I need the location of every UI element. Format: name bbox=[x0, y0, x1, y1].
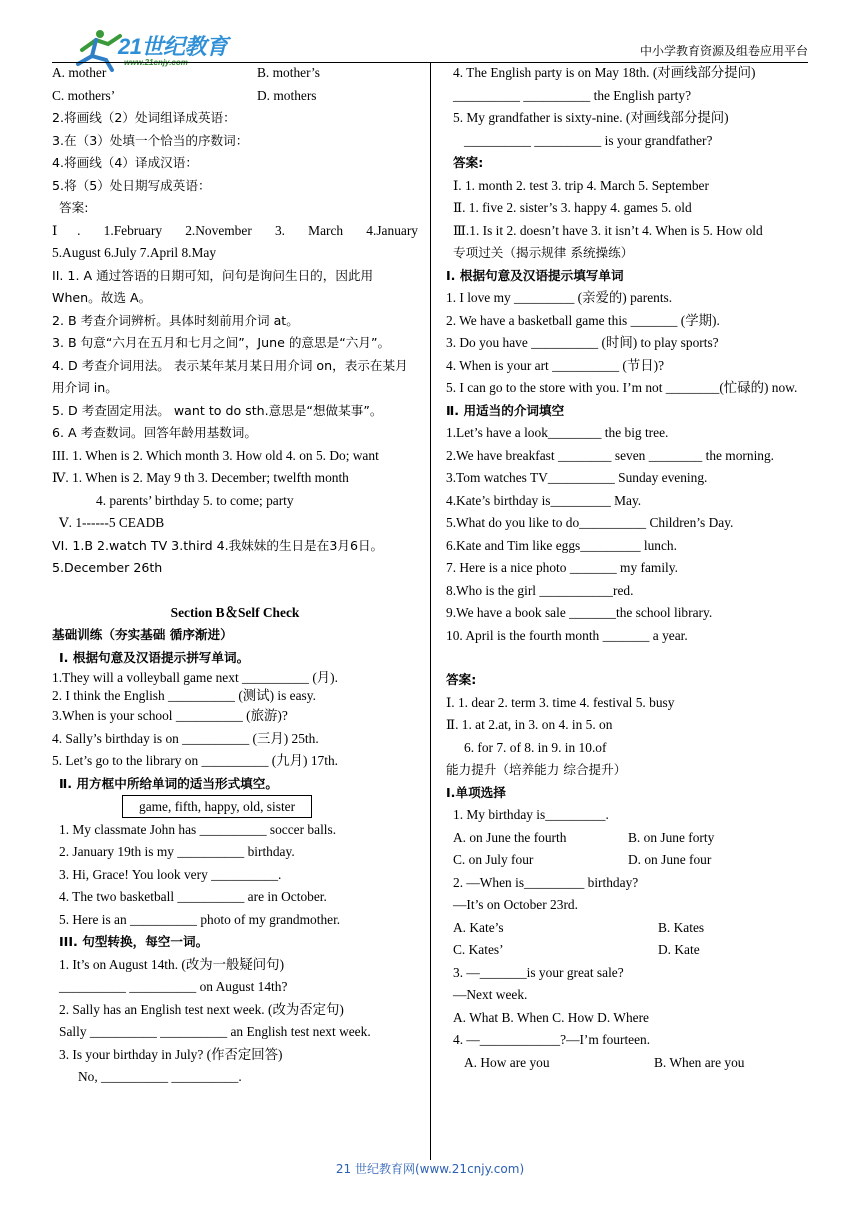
answer-line: 4. parents’ birthday 5. to come; party bbox=[96, 492, 294, 508]
exercise-item: __________ __________ on August 14th? bbox=[59, 979, 288, 994]
exercise-item: 2. January 19th is my __________ birthday. bbox=[59, 844, 295, 859]
choice-option: D. Kate bbox=[658, 942, 700, 957]
exercise-item: 2.We have breakfast ________ seven ________ the morning. bbox=[446, 447, 775, 463]
answer-line: 6. A 考查数词。回答年龄用基数词。 bbox=[52, 425, 257, 440]
question-5: 5.将（5）处日期写成英语： bbox=[52, 177, 211, 193]
option-c: C. mothers’ bbox=[52, 87, 116, 103]
answer-line: Ⅳ. 1. When is 2. May 9 th 3. December; twelfth month bbox=[52, 470, 349, 485]
choice-options: A. What B. When C. How D. Where bbox=[453, 1009, 649, 1025]
answer-line: III. 1. When is 2. Which month 3. How old 4. on 5. Do; want bbox=[52, 447, 379, 463]
exercise-item: 5.What do you like to do__________ Children’s Day. bbox=[446, 515, 734, 530]
exercise-item: 1.They will a volleyball game next __________ (月). bbox=[52, 670, 338, 685]
question-3: 3.在（3）处填一个恰当的序数词： bbox=[52, 132, 249, 148]
logo-text: 21世纪教育 bbox=[118, 34, 228, 59]
answer-line: 5. D 考查固定用法。 want to do sth.意思是“想做某事”。 bbox=[52, 402, 383, 418]
exercise-item: 8.Who is the girl ___________red. bbox=[446, 582, 634, 598]
choice-option: B. Kates bbox=[658, 919, 705, 935]
platform-name: 中小学教育资源及组卷应用平台 bbox=[639, 44, 808, 58]
special-part-2-title: Ⅱ. 用适当的介词填空 bbox=[446, 402, 565, 418]
exercise-item: 5. I can go to the store with you. I’m not ________(忙碌的) now. bbox=[446, 380, 798, 395]
option-a: A. mother bbox=[52, 65, 107, 80]
answer-line: 5.August 6.July 7.April 8.May bbox=[52, 245, 217, 260]
section-title: Section B＆Self Check bbox=[170, 604, 300, 620]
exercise-item: 2. Sally has an English test next week. (改为否定句) bbox=[59, 1001, 344, 1017]
exercise-item: 9.We have a book sale _______the school library. bbox=[446, 605, 713, 620]
option-b: B. mother’s bbox=[257, 65, 320, 80]
exercise-item: 4. The two basketball __________ are in October. bbox=[59, 889, 327, 904]
exercise-item: 5. My grandfather is sixty-nine. (对画线部分提问) bbox=[453, 110, 729, 125]
answer-line: Ⅴ. 1------5 CEADB bbox=[59, 515, 165, 530]
logo-url: www.21cnjy.com bbox=[124, 58, 188, 67]
exercise-item: 1. My classmate John has __________ soccer balls. bbox=[59, 821, 337, 837]
exercise-item: 10. April is the fourth month _______ a year. bbox=[446, 627, 688, 643]
right-column bbox=[446, 62, 808, 1074]
exercise-item: 5. Let’s go to the library on __________ (九月) 17th. bbox=[52, 753, 339, 768]
exercise-item: 3. —_______is your great sale? bbox=[453, 964, 624, 980]
exercise-item: 3. Do you have __________ (时间) to play sports? bbox=[446, 335, 719, 350]
exercise-item: 4. The English party is on May 18th. (对画线部分提问) bbox=[453, 65, 756, 80]
answer-line: Ⅰ. 1.February 2.November 3. March 4.January bbox=[52, 222, 418, 238]
word-box: game, fifth, happy, old, sister bbox=[122, 795, 312, 818]
answer-line: 4. D 考查介词用法。 表示某年某月某日用介词 on，表示在某月用介词 in。 bbox=[52, 357, 408, 395]
choice-option: B. on June forty bbox=[628, 829, 715, 845]
answer-heading: 答案: bbox=[453, 155, 484, 170]
exercise-item: 3. Is your birthday in July? (作否定回答) bbox=[59, 1046, 283, 1062]
exercise-item: No, __________ __________. bbox=[78, 1069, 242, 1084]
special-practice-heading: 专项过关（揭示规律 系统操练） bbox=[453, 245, 634, 260]
page-header bbox=[0, 0, 860, 67]
exercise-item: 3.When is your school __________ (旅游)? bbox=[52, 708, 288, 723]
choice-option: C. on July four bbox=[453, 852, 534, 867]
exercise-item: Sally __________ __________ an English test next week. bbox=[59, 1024, 371, 1039]
answer-line: 2. B 考查介词辨析。具体时刻前用介词 at。 bbox=[52, 312, 299, 328]
answer-line: Ⅱ. 1. five 2. sister’s 3. happy 4. games 5. old bbox=[453, 200, 692, 215]
exercise-item: 2. I think the English __________ (测试) is easy. bbox=[52, 688, 316, 703]
exercise-item: 1.Let’s have a look________ the big tree. bbox=[446, 425, 669, 440]
answer-line: Ⅰ. 1. month 2. test 3. trip 4. March 5. September bbox=[453, 177, 709, 193]
ability-heading: 能力提升（培养能力 综合提升） bbox=[446, 762, 627, 777]
exercise-item: 6.Kate and Tim like eggs_________ lunch. bbox=[446, 537, 677, 553]
exercise-item: 3.Tom watches TV__________ Sunday evening. bbox=[446, 470, 708, 485]
choice-option: A. How are you bbox=[464, 1054, 550, 1070]
multiple-choice-title: Ⅰ.单项选择 bbox=[446, 784, 506, 800]
exercise-item: __________ __________ is your grandfather? bbox=[464, 132, 713, 148]
choice-option: D. on June four bbox=[628, 852, 712, 867]
page-footer[interactable]: 21 世纪教育网(www.21cnjy.com) bbox=[335, 1162, 525, 1176]
exercise-item: 4. Sally’s birthday is on __________ (三月) 25th. bbox=[52, 730, 319, 746]
choice-option: B. When are you bbox=[654, 1054, 745, 1070]
basic-training-heading: 基础训练（夯实基础 循序渐进） bbox=[52, 627, 233, 642]
exercise-item: 4. When is your art __________ (节日)? bbox=[446, 357, 665, 373]
exercise-item: 2. —When is_________ birthday? bbox=[453, 874, 639, 890]
answer-heading: 答案: bbox=[59, 200, 89, 215]
answer-line: 3. B 句意“六月在五月和七月之间”，June 的意思是“六月”。 bbox=[52, 335, 391, 350]
exercise-item: —It’s on October 23rd. bbox=[453, 897, 578, 912]
answer-line: VI. 1.B 2.watch TV 3.third 4.我妹妹的生日是在3月6日。5.December 26th bbox=[52, 537, 384, 575]
part-2-title: Ⅱ. 用方框中所给单词的适当形式填空。 bbox=[59, 775, 278, 791]
answer-line: Ⅰ. 1. dear 2. term 3. time 4. festival 5. busy bbox=[446, 694, 675, 710]
question-4: 4.将画线（4）译成汉语： bbox=[52, 155, 198, 170]
left-column bbox=[52, 62, 418, 1089]
answer-line: Ⅱ. 1. at 2.at, in 3. on 4. in 5. on bbox=[446, 717, 613, 732]
exercise-item: 7. Here is a nice photo _______ my family. bbox=[446, 560, 678, 575]
option-d: D. mothers bbox=[257, 87, 317, 103]
column-divider bbox=[430, 62, 431, 1160]
exercise-item: 4. —____________?—I’m fourteen. bbox=[453, 1032, 651, 1047]
choice-option: C. Kates’ bbox=[453, 942, 504, 957]
exercise-item: __________ __________ the English party? bbox=[453, 87, 692, 103]
exercise-item: 4.Kate’s birthday is_________ May. bbox=[446, 492, 642, 508]
answer-line: Ⅲ.1. Is it 2. doesn’t have 3. it isn’t 4. When is 5. How old bbox=[453, 222, 763, 238]
exercise-item: —Next week. bbox=[453, 987, 528, 1002]
question-2: 2.将画线（2）处词组译成英语： bbox=[52, 110, 236, 125]
exercise-item: 2. We have a basketball game this _______ (学期). bbox=[446, 312, 720, 328]
exercise-item: 1. I love my _________ (亲爱的) parents. bbox=[446, 290, 673, 305]
part-3-title: III. 句型转换，每空一词。 bbox=[59, 934, 209, 949]
part-1-title: Ⅰ. 根据句意及汉语提示拼写单词。 bbox=[59, 649, 250, 665]
special-part-1-title: Ⅰ. 根据句意及汉语提示填写单词 bbox=[446, 267, 624, 283]
answer-line: 6. for 7. of 8. in 9. in 10.of bbox=[464, 739, 607, 755]
exercise-item: 1. It’s on August 14th. (改为一般疑问句) bbox=[59, 956, 285, 972]
answer-heading: 答案: bbox=[446, 672, 477, 687]
choice-option: A. on June the fourth bbox=[453, 829, 567, 845]
exercise-item: 3. Hi, Grace! You look very __________. bbox=[59, 866, 282, 882]
exercise-item: 5. Here is an __________ photo of my grandmother. bbox=[59, 911, 341, 927]
exercise-item: 1. My birthday is_________. bbox=[453, 807, 609, 822]
answer-line: II. 1. A 通过答语的日期可知，问句是询问生日的，因此用 When。故选 A。 bbox=[52, 267, 374, 305]
choice-option: A. Kate’s bbox=[453, 919, 504, 935]
